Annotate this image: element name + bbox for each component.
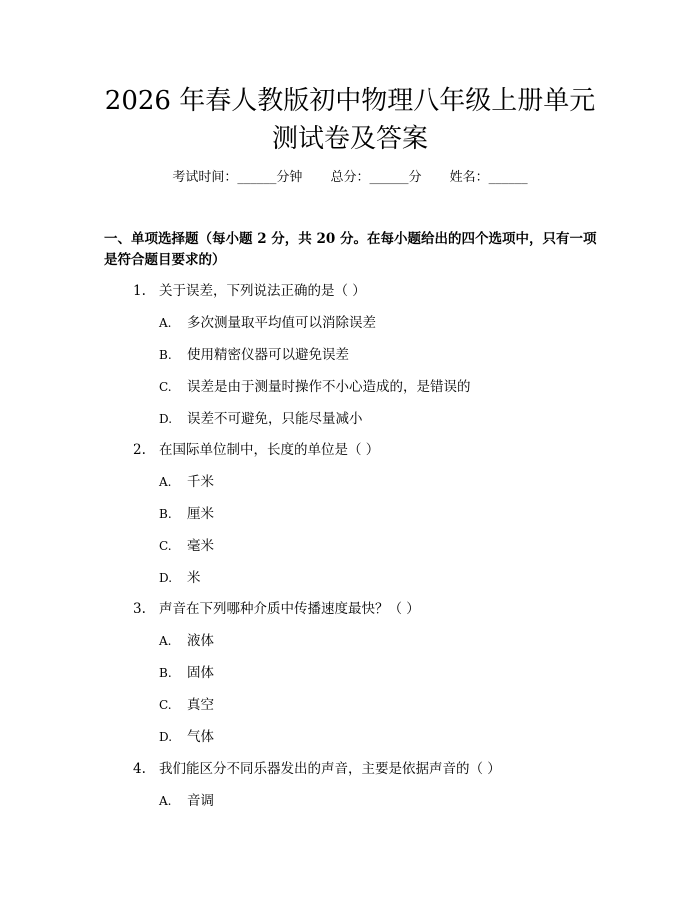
- option-letter: D.: [159, 730, 173, 744]
- question-text: 声音在下列哪种介质中传播速度最快？（ ）: [159, 601, 420, 617]
- document-title: 2026 年春人教版初中物理八年级上册单元测试卷及答案: [104, 86, 596, 154]
- question-1-option-d: [159, 409, 363, 429]
- question-number: 4.: [133, 761, 146, 777]
- question-2: [133, 440, 379, 460]
- question-3-option-c: [159, 695, 214, 715]
- option-letter: D.: [159, 571, 173, 585]
- option-text: 厘米: [187, 506, 214, 522]
- question-1-option-b: [159, 345, 349, 365]
- question-2-option-d: [159, 568, 201, 588]
- option-letter: A.: [159, 634, 172, 648]
- option-letter: B.: [159, 348, 172, 362]
- option-text: 液体: [187, 633, 214, 649]
- question-1-option-a: [159, 313, 376, 333]
- question-text: 在国际单位制中，长度的单位是（ ）: [159, 442, 380, 458]
- question-4-option-a: [159, 791, 214, 811]
- question-2-option-c: [159, 536, 214, 556]
- option-letter: B.: [159, 666, 172, 680]
- exam-meta: [0, 168, 700, 188]
- section-heading-single-choice: 一、单项选择题（每小题 2 分，共 20 分。在每小题给出的四个选项中，只有一项是符合题目要求的）: [104, 231, 597, 268]
- option-text: 固体: [187, 665, 214, 681]
- option-letter: A.: [159, 316, 172, 330]
- question-4: [133, 759, 501, 779]
- option-text: 误差不可避免，只能尽量减小: [187, 411, 363, 427]
- exam-time-label: 考试时间：______分钟: [172, 170, 303, 185]
- question-3-option-a: [159, 631, 214, 651]
- option-letter: C.: [159, 539, 172, 553]
- question-1-option-c: [159, 377, 471, 397]
- question-number: 2.: [133, 442, 146, 458]
- question-3: [133, 599, 420, 619]
- option-text: 误差是由于测量时操作不小心造成的，是错误的: [187, 379, 471, 395]
- question-1: [133, 281, 366, 301]
- question-number: 1.: [133, 283, 146, 299]
- option-text: 毫米: [187, 538, 214, 554]
- question-3-option-b: [159, 663, 214, 683]
- question-3-option-d: [159, 727, 214, 747]
- option-text: 米: [187, 570, 201, 586]
- question-2-option-a: [159, 472, 214, 492]
- option-letter: C.: [159, 698, 172, 712]
- option-text: 千米: [187, 474, 214, 490]
- option-text: 气体: [187, 729, 214, 745]
- option-letter: A.: [159, 794, 172, 808]
- question-text: 关于误差，下列说法正确的是（ ）: [159, 283, 366, 299]
- question-2-option-b: [159, 504, 214, 524]
- option-letter: B.: [159, 507, 172, 521]
- student-name-label: 姓名：______: [449, 170, 528, 185]
- option-text: 使用精密仪器可以避免误差: [187, 347, 349, 363]
- option-letter: A.: [159, 475, 172, 489]
- option-text: 真空: [187, 697, 214, 713]
- total-score-label: 总分：______分: [330, 170, 422, 185]
- option-letter: D.: [159, 412, 173, 426]
- question-number: 3.: [133, 601, 146, 617]
- option-text: 多次测量取平均值可以消除误差: [187, 315, 376, 331]
- question-text: 我们能区分不同乐器发出的声音，主要是依据声音的（ ）: [159, 761, 501, 777]
- option-text: 音调: [187, 793, 214, 809]
- option-letter: C.: [159, 380, 172, 394]
